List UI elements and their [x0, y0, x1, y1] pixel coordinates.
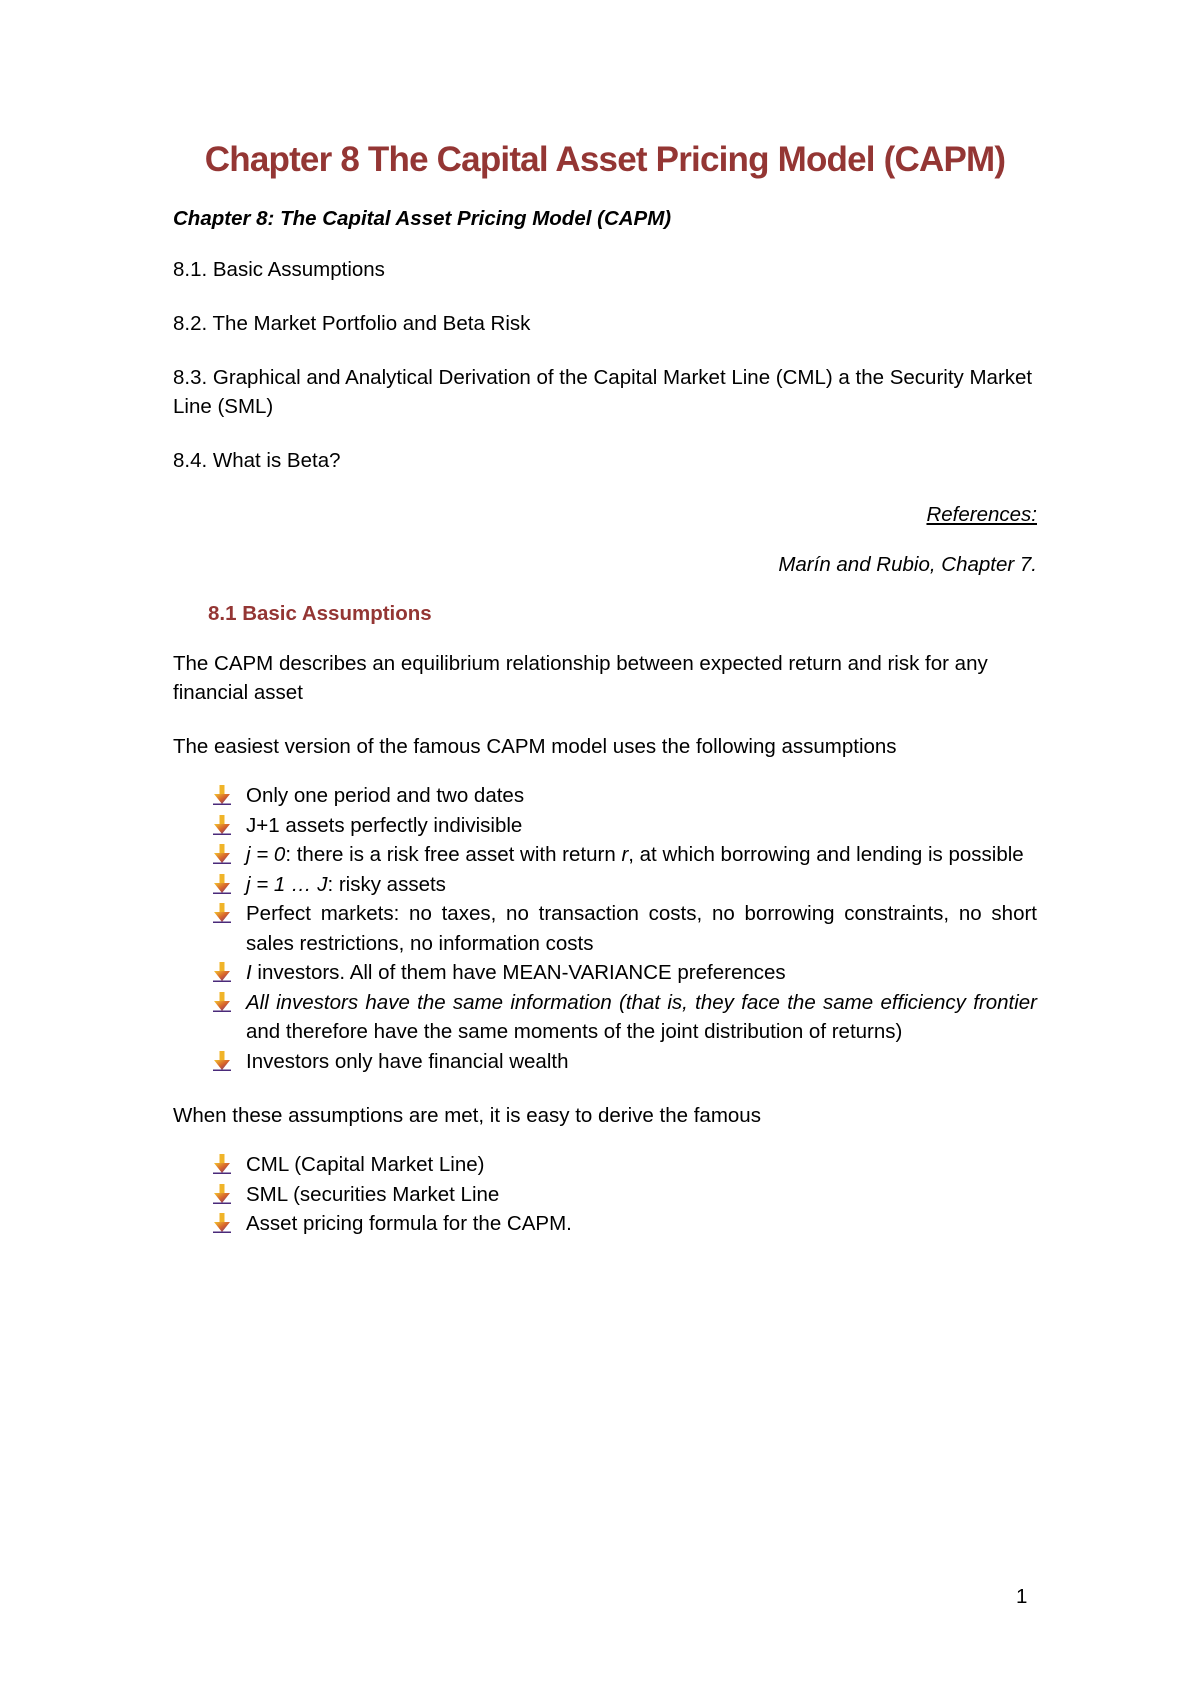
intro-paragraph: The CAPM describes an equilibrium relationship between expected return and risk for any financial asset	[173, 652, 988, 704]
list-item: Only one period and two dates	[173, 781, 1037, 811]
arrow-down-icon	[213, 962, 231, 982]
list-item: Investors only have financial wealth	[173, 1047, 1037, 1077]
list-item: I investors. All of them have MEAN-VARIANCE preferences	[173, 958, 1037, 988]
arrow-down-icon	[213, 815, 231, 835]
toc-item-2: 8.2. The Market Portfolio and Beta Risk	[173, 312, 531, 335]
arrow-down-icon	[213, 1184, 231, 1204]
toc-item-1: 8.1. Basic Assumptions	[173, 258, 385, 281]
arrow-down-icon	[213, 992, 231, 1012]
page-content	[173, 140, 1037, 1264]
assumptions-intro: The easiest version of the famous CAPM model uses the following assumptions	[173, 735, 897, 758]
derive-list	[173, 1150, 1037, 1239]
toc-item-4: 8.4. What is Beta?	[173, 449, 341, 472]
toc-item-3: 8.3. Graphical and Analytical Derivation of the Capital Market Line (CML) a the Security Market Line (SML)	[173, 366, 1033, 418]
list-item: Asset pricing formula for the CAPM.	[173, 1209, 1037, 1239]
references-text: Marín and Rubio, Chapter 7.	[778, 553, 1037, 576]
list-item: SML (securities Market Line	[173, 1180, 1037, 1210]
derive-intro: When these assumptions are met, it is easy to derive the famous	[173, 1104, 761, 1127]
page-title: Chapter 8 The Capital Asset Pricing Model (CAPM)	[204, 140, 1006, 179]
chapter-subtitle: Chapter 8: The Capital Asset Pricing Model (CAPM)	[173, 207, 672, 230]
arrow-down-icon	[213, 844, 231, 864]
references-label: References:	[926, 503, 1037, 526]
page-number: 1	[1016, 1585, 1028, 1608]
assumptions-list	[173, 781, 1037, 1076]
list-item: J+1 assets perfectly indivisible	[173, 811, 1037, 841]
list-item: j = 1 … J: risky assets	[173, 870, 1037, 900]
arrow-down-icon	[213, 1213, 231, 1233]
list-item: Perfect markets: no taxes, no transaction costs, no borrowing constraints, no short sales restrictions, no information costs	[173, 899, 1037, 958]
arrow-down-icon	[213, 903, 231, 923]
arrow-down-icon	[213, 874, 231, 894]
list-item: All investors have the same information (that is, they face the same efficiency frontier and therefore have the same moments of the joint distribution of returns)	[173, 988, 1037, 1047]
list-item: CML (Capital Market Line)	[173, 1150, 1037, 1180]
section-heading: 8.1 Basic Assumptions	[208, 602, 432, 625]
arrow-down-icon	[213, 785, 231, 805]
arrow-down-icon	[213, 1051, 231, 1071]
arrow-down-icon	[213, 1154, 231, 1174]
list-item: j = 0: there is a risk free asset with return r, at which borrowing and lending is possible	[173, 840, 1037, 870]
